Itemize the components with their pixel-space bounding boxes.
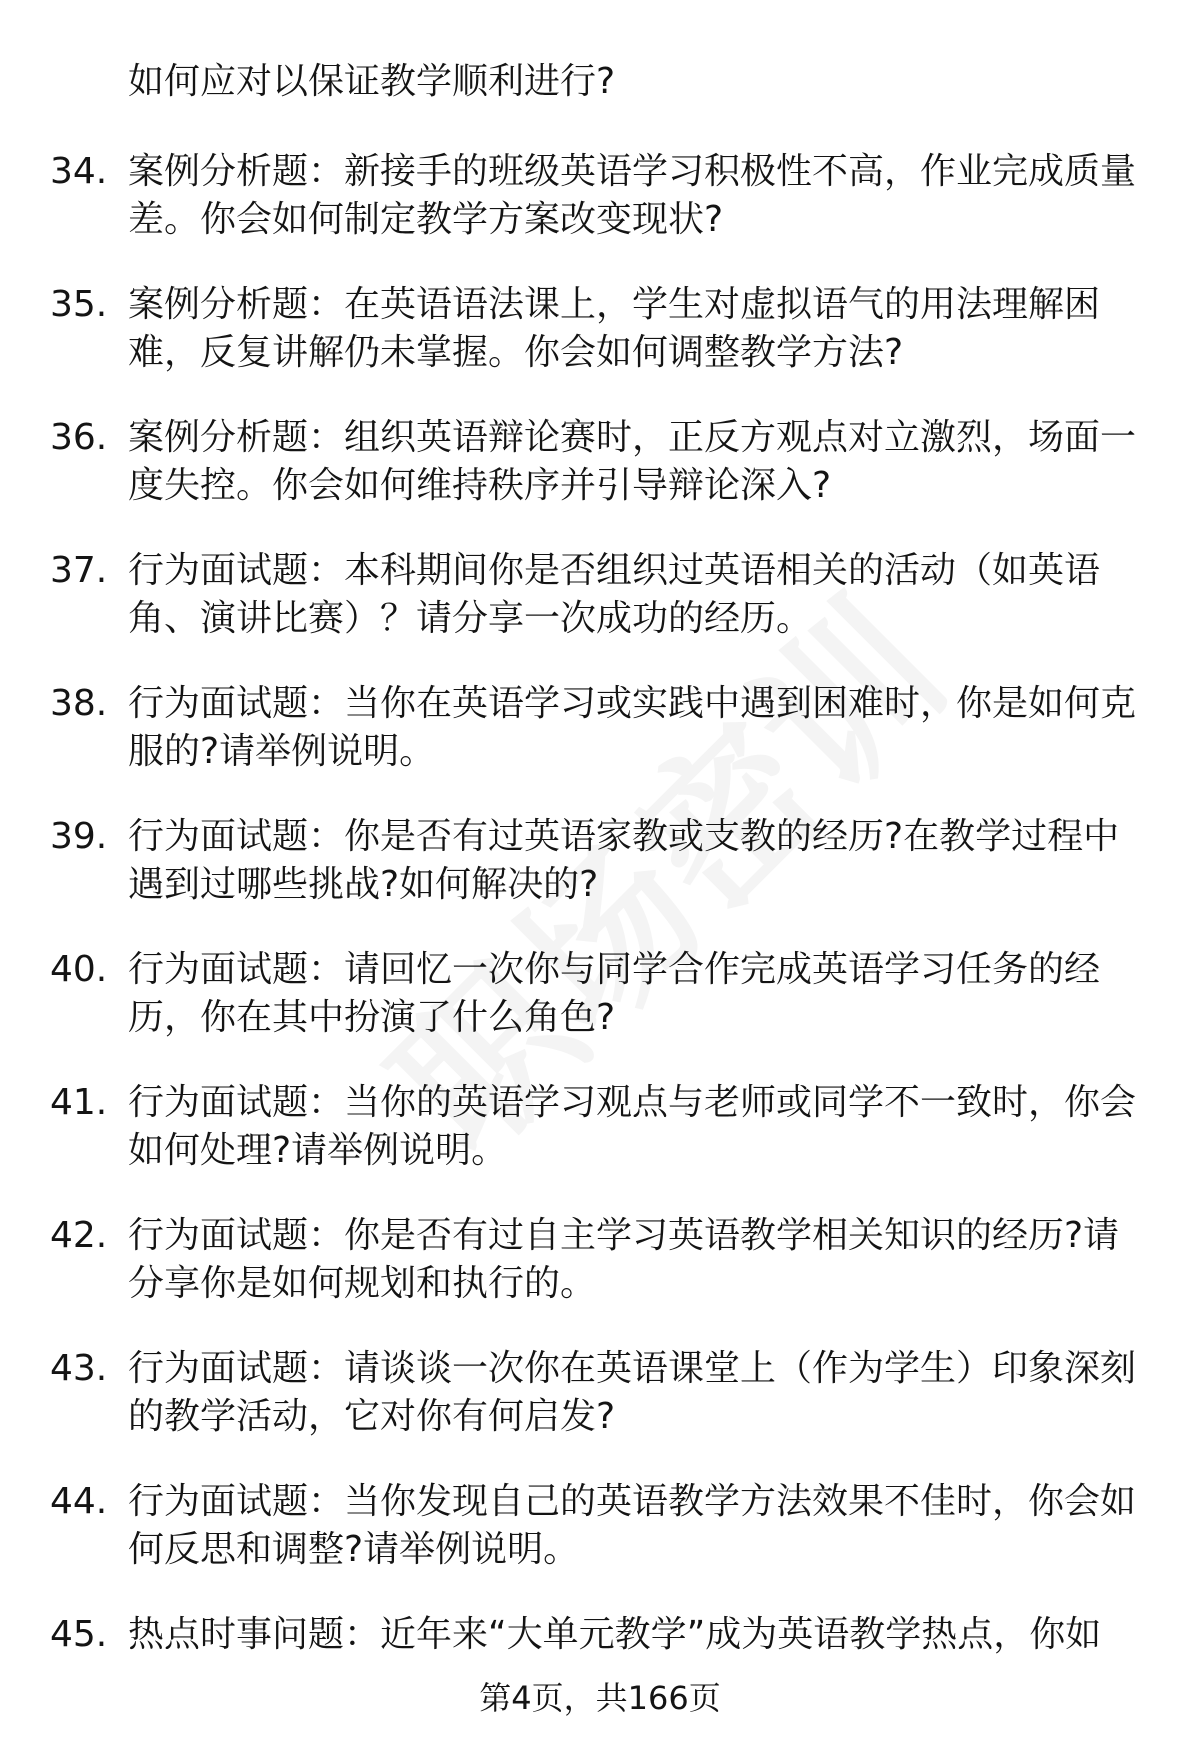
question-text: 行为面试题：当你发现自己的英语教学方法效果不佳时，你会如何反思和调整?请举例说明。: [128, 1481, 1137, 1570]
question-item: [0, 1212, 1200, 1345]
question-number: 37.: [50, 550, 108, 591]
question-number: 42.: [50, 1215, 108, 1256]
continuation-text: 如何应对以保证教学顺利进行?: [128, 61, 616, 102]
question-text: 案例分析题：组织英语辩论赛时，正反方观点对立激烈，场面一度失控。你会如何维持秩序并引导辩论深入?: [128, 417, 1137, 506]
question-text: 行为面试题：当你在英语学习或实践中遇到困难时，你是如何克服的?请举例说明。: [128, 683, 1137, 772]
question-number: 34.: [50, 151, 108, 192]
question-item: [0, 1478, 1200, 1611]
question-text: 行为面试题：你是否有过英语家教或支教的经历?在教学过程中遇到过哪些挑战?如何解决的?: [128, 816, 1120, 905]
question-number: 38.: [50, 683, 108, 724]
question-list: [0, 148, 1200, 1744]
question-number: 36.: [50, 417, 108, 458]
question-number: 43.: [50, 1348, 108, 1389]
question-number: 41.: [50, 1082, 108, 1123]
question-text: 案例分析题：新接手的班级英语学习积极性不高，作业完成质量差。你会如何制定教学方案改变现状?: [128, 151, 1137, 240]
question-text: 案例分析题：在英语语法课上，学生对虚拟语气的用法理解困难，反复讲解仍未掌握。你会如何调整教学方法?: [128, 284, 1101, 373]
page-footer: 第4页，共166页: [479, 1679, 721, 1717]
question-item: [0, 1079, 1200, 1212]
question-item: [0, 547, 1200, 680]
question-text: 行为面试题：你是否有过自主学习英语教学相关知识的经历?请分享你是如何规划和执行的。: [128, 1215, 1120, 1304]
question-text: 热点时事问题：近年来“大单元教学”成为英语教学热点，你如: [128, 1614, 1102, 1655]
question-number: 39.: [50, 816, 108, 857]
question-item: [0, 148, 1200, 281]
question-item: [0, 680, 1200, 813]
question-number: 35.: [50, 284, 108, 325]
question-item: [0, 946, 1200, 1079]
question-item: [0, 281, 1200, 414]
question-text: 行为面试题：本科期间你是否组织过英语相关的活动（如英语角、演讲比赛）？请分享一次成功的经历。: [128, 550, 1101, 639]
question-number: 45.: [50, 1614, 108, 1655]
question-number: 40.: [50, 949, 108, 990]
question-item: [0, 414, 1200, 547]
question-text: 行为面试题：当你的英语学习观点与老师或同学不一致时，你会如何处理?请举例说明。: [128, 1082, 1137, 1171]
question-item: [0, 1345, 1200, 1478]
question-text: 行为面试题：请谈谈一次你在英语课堂上（作为学生）印象深刻的教学活动，它对你有何启发?: [128, 1348, 1137, 1437]
question-item: [0, 813, 1200, 946]
question-number: 44.: [50, 1481, 108, 1522]
question-text: 行为面试题：请回忆一次你与同学合作完成英语学习任务的经历，你在其中扮演了什么角色?: [128, 949, 1101, 1038]
